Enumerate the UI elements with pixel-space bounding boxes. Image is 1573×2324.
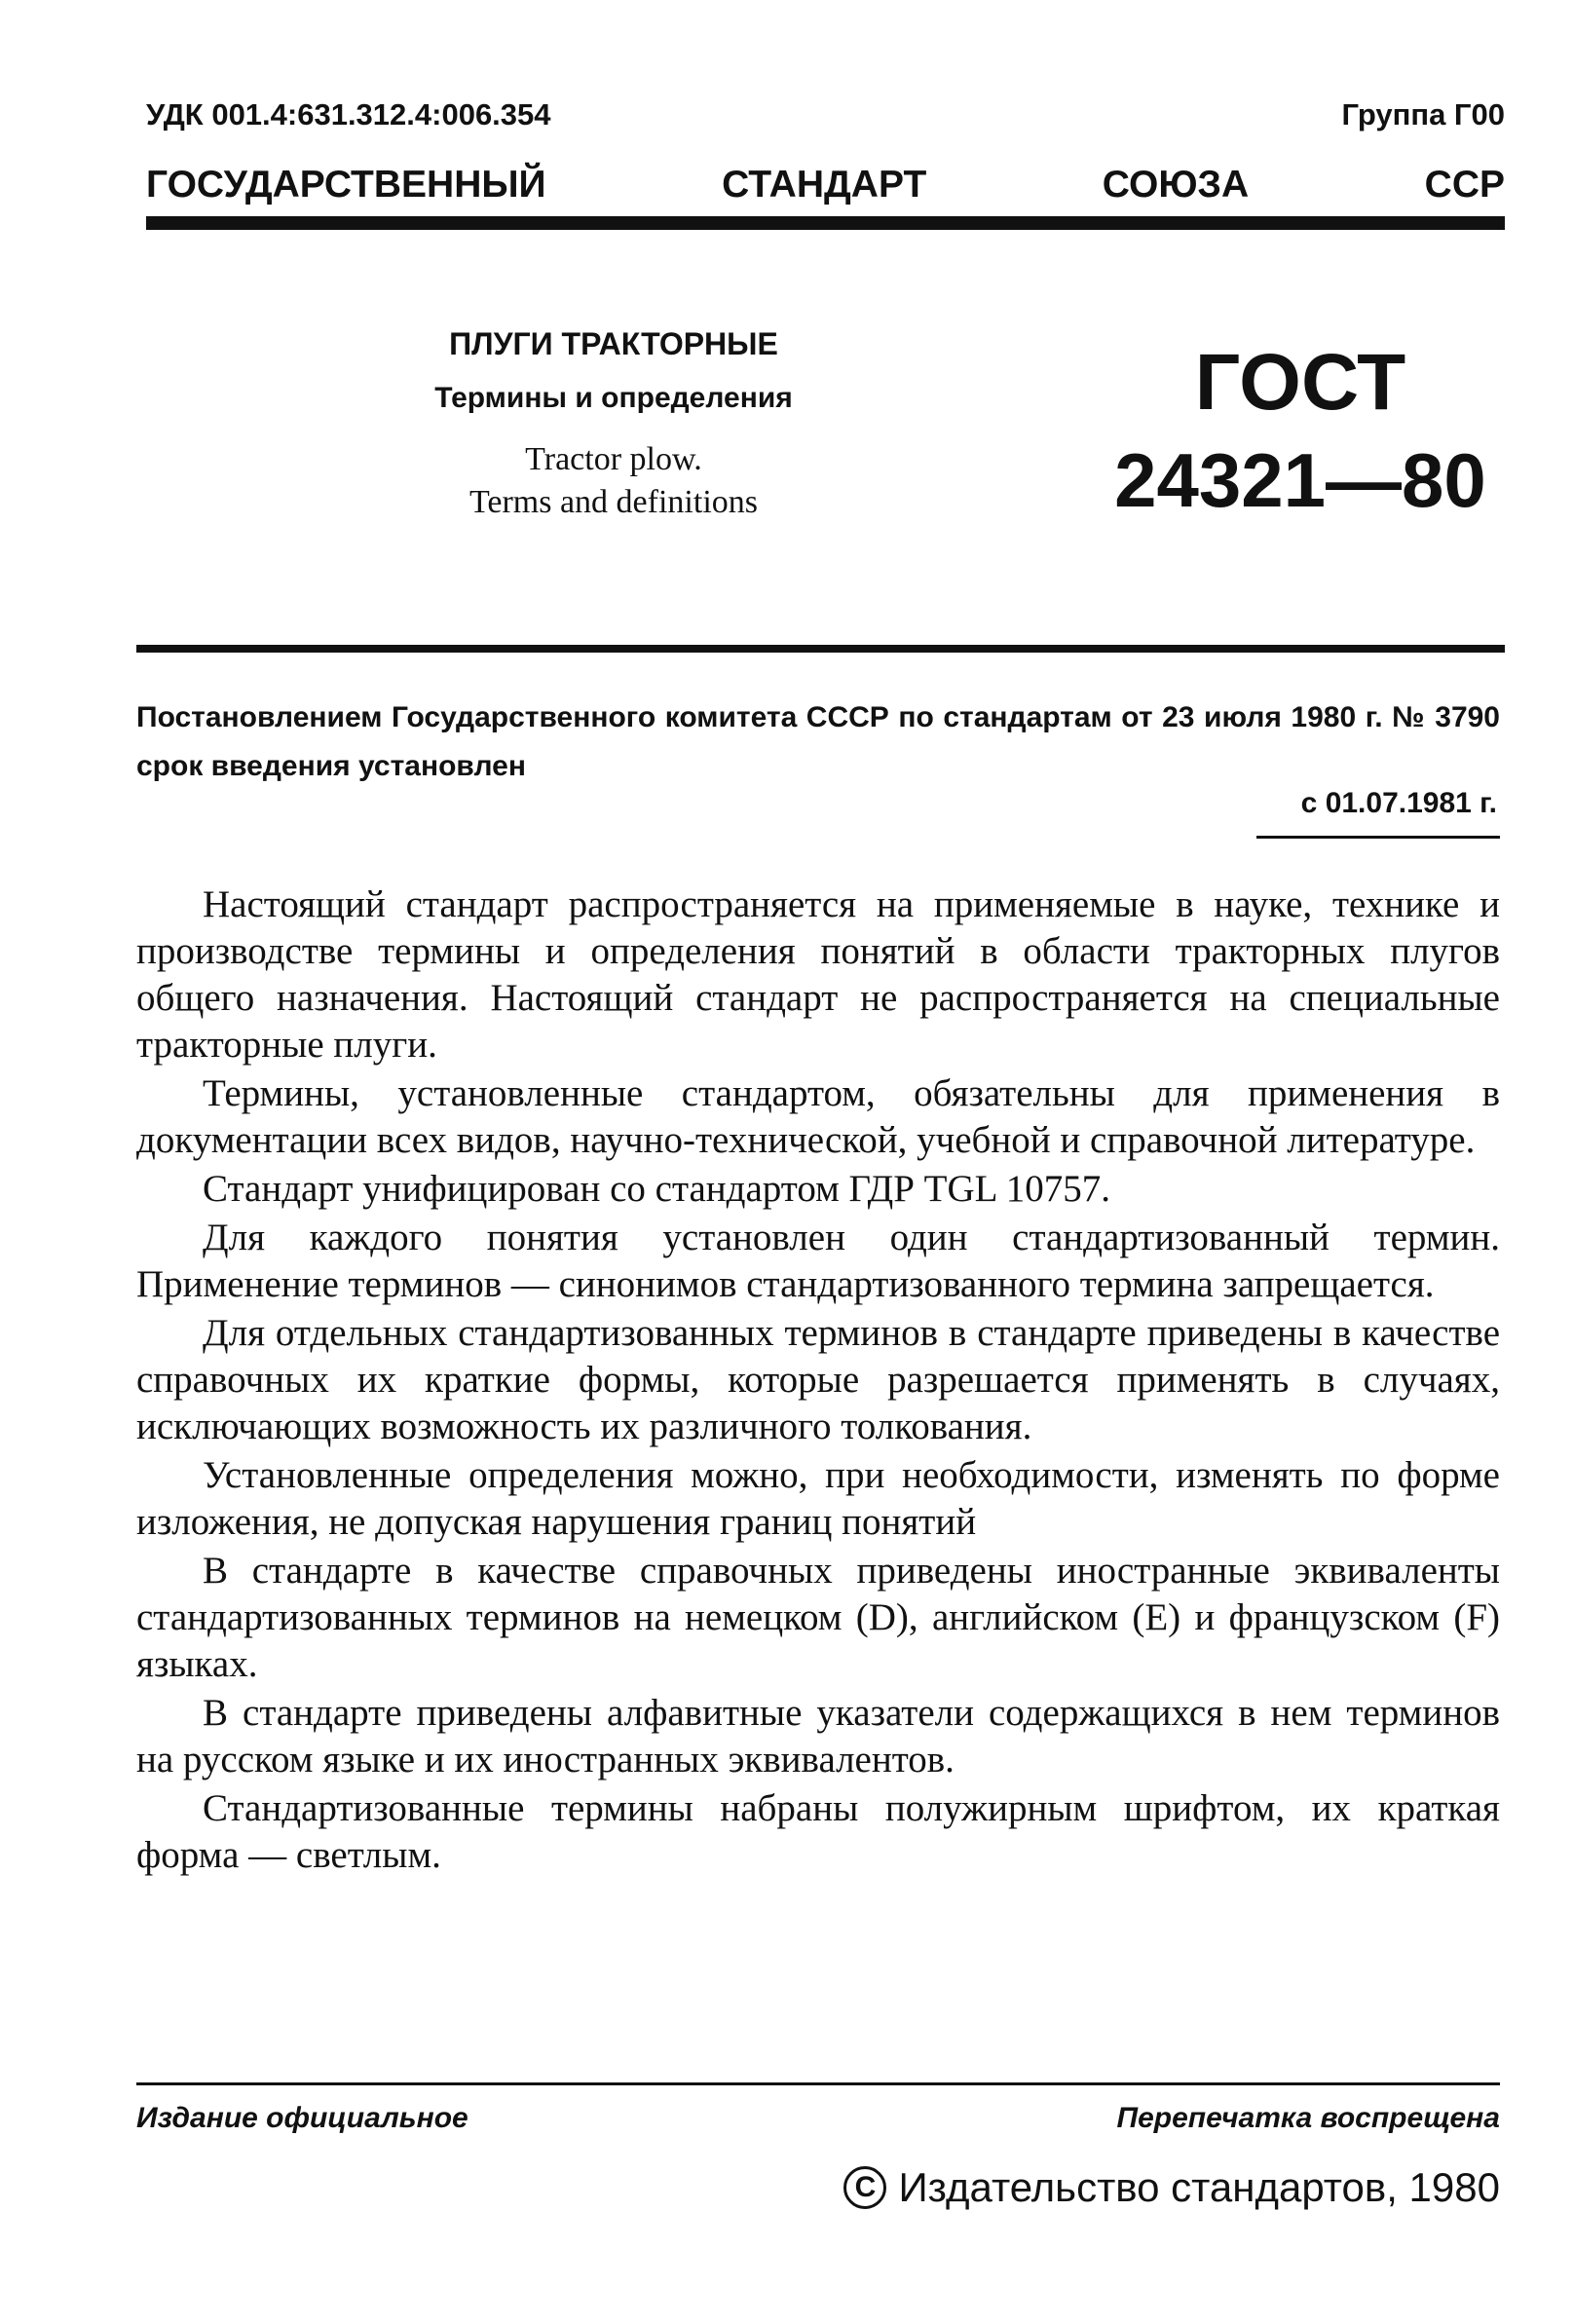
publisher-name: Издательство стандартов, 1980: [898, 2164, 1500, 2210]
decree-text: Постановлением Государственного комитета СССР по стандартам от 23 июля 1980 г. № 3790 срок введения установлен: [136, 701, 1500, 782]
paragraph: Стандарт унифицирован со стандартом ГДР TGL 10757.: [203, 1168, 1111, 1210]
reprint-prohibited-label: Перепечатка воспрещена: [1116, 2102, 1500, 2134]
paragraph: В стандарте в качестве справочных приведены иностранные эквиваленты стандартизованных терминов на немецком (D), английском (E) и французском (F) языках.: [136, 1550, 1500, 1685]
paragraph: Настоящий стандарт распространяется на применяемые в науке, технике и производстве термины и определения понятий в области тракторных плугов общего назначения. Настоящий стандарт не распространяется на специальные тракторные плуги.: [136, 883, 1500, 1066]
effective-date: с 01.07.1981 г.: [1300, 787, 1497, 819]
group-code: Группа Г00: [1341, 97, 1505, 131]
footer-divider: [136, 2082, 1500, 2085]
top-divider: [146, 216, 1505, 230]
title-divider: [136, 645, 1505, 653]
english-title-line1: Tractor plow.: [525, 441, 702, 477]
paragraph: Для отдельных стандартизованных терминов в стандарте приведены в качестве справочных их краткие формы, которые разрешается применять в случаях, исключающих возможность их различного толкования.: [136, 1312, 1500, 1447]
document-title: ПЛУГИ ТРАКТОРНЫЕ: [449, 326, 778, 361]
paragraph: Стандартизованные термины набраны полужирным шрифтом, их краткая форма — светлым.: [136, 1787, 1500, 1876]
gost-label: ГОСТ: [1194, 338, 1406, 427]
paragraph: Термины, установленные стандартом, обязательны для применения в документации всех видов, научно-технической, учебной и справочной литературе.: [136, 1072, 1500, 1161]
english-title-line2: Terms and definitions: [468, 484, 758, 520]
publisher-line: [843, 2164, 1500, 2211]
paragraph: Для каждого понятия установлен один стандартизованный термин. Применение терминов — синонимов стандартизованного термина запрещается.: [136, 1217, 1500, 1305]
title-block: [370, 326, 857, 524]
paragraph: В стандарте приведены алфавитные указатели содержащихся в нем терминов на русском языке и их иностранных эквивалентов.: [136, 1692, 1500, 1780]
effective-date-underline: [1256, 836, 1500, 839]
state-standard-banner: ГОСУДАРСТВЕННЫЙ СТАНДАРТ СОЮЗА ССР: [146, 164, 1505, 206]
udk-code: УДК 001.4:631.312.4:006.354: [146, 97, 551, 131]
document-subtitle: Термины и определения: [434, 382, 793, 414]
official-edition-label: Издание официальное: [136, 2102, 468, 2134]
copyright-icon: C: [843, 2166, 886, 2209]
gost-number: 24321—80: [1114, 437, 1486, 523]
paragraph: Установленные определения можно, при необходимости, изменять по форме изложения, не допуская нарушения границ понятий: [136, 1454, 1500, 1543]
body-text: [136, 881, 1500, 1881]
